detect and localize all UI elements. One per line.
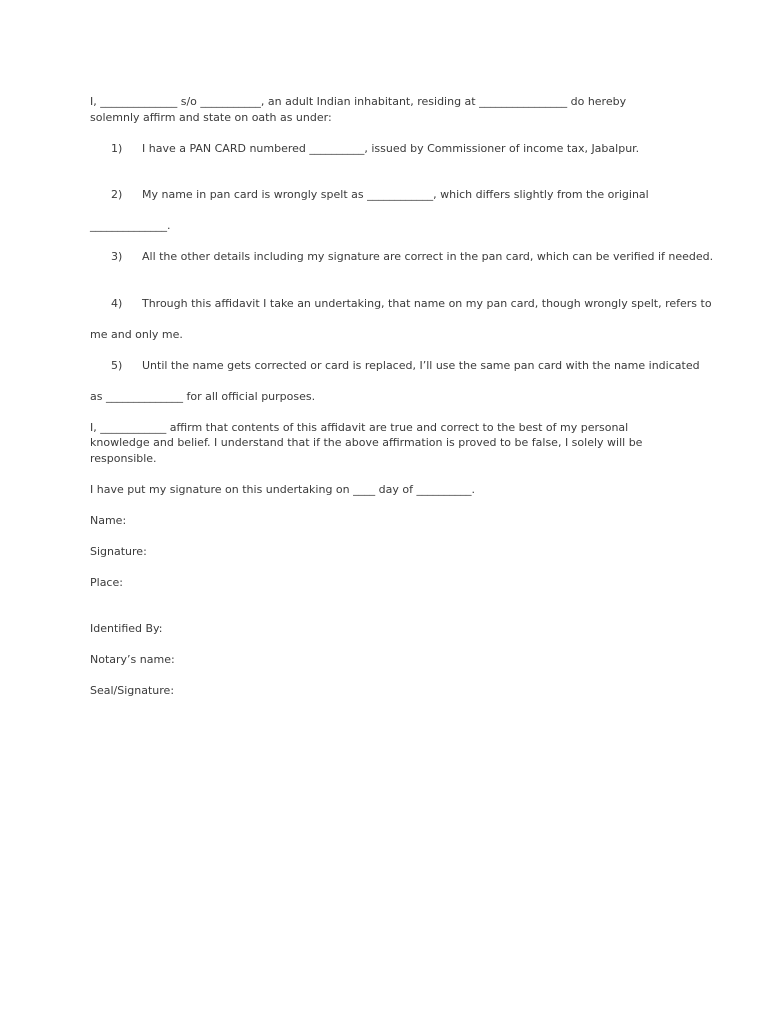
signature-statement: I have put my signature on this undertaking on ____ day of __________.: [90, 482, 475, 496]
list-item-number: 5): [110, 358, 123, 372]
list-item-text: My name in pan card is wrongly spelt as ____________, which differs slightly from the original: [141, 188, 649, 201]
list-item-continuation: ______________.: [90, 219, 171, 232]
list-item-number: 1): [110, 141, 123, 155]
list-item-text: I have a PAN CARD numbered __________, issued by Commissioner of income tax, Jabalpur.: [141, 141, 640, 155]
affidavit-document: [90, 94, 714, 714]
list-item: [90, 125, 682, 172]
seal-signature-label: Seal/Signature:: [90, 684, 175, 697]
name-field-label: Name:: [90, 513, 127, 527]
list-item: [90, 280, 712, 327]
affirmation-line-1: I, ____________ affirm that contents of this affidavit are true and correct to the best of my personal: [90, 420, 629, 434]
affirmation-line-2: knowledge and belief. I understand that if the above affirmation is proved to be false, I solely will be: [90, 436, 643, 449]
numbered-list: [90, 125, 714, 404]
list-item: [90, 234, 714, 281]
intro-paragraph: [90, 94, 682, 125]
list-item: [90, 342, 700, 389]
affirmation-line-3: responsible.: [90, 451, 157, 465]
affirmation-paragraph: [90, 420, 682, 467]
list-item-text: All the other details including my signature are correct in the pan card, which can be verified if needed.: [141, 250, 714, 263]
intro-line-2: solemnly affirm and state on oath as under:: [90, 110, 332, 124]
list-item-number: 3): [110, 250, 123, 263]
list-item: [90, 172, 682, 219]
signature-field-label: Signature:: [90, 544, 147, 558]
list-item-continuation: as ______________ for all official purposes.: [90, 389, 316, 403]
identified-by-label: Identified By:: [90, 622, 163, 635]
list-item-text: Until the name gets corrected or card is replaced, I’ll use the same pan card with the name indicated: [141, 358, 700, 372]
place-field-label: Place:: [90, 575, 123, 589]
list-item-number: 4): [110, 296, 123, 310]
list-item-continuation: me and only me.: [90, 327, 183, 341]
list-item-text: Through this affidavit I take an undertaking, that name on my pan card, though wrongly spelt, refers to: [141, 296, 712, 310]
intro-line-1: I, ______________ s/o ___________, an adult Indian inhabitant, residing at ________________ do hereby: [90, 95, 627, 108]
list-item-number: 2): [110, 188, 123, 201]
notary-name-label: Notary’s name:: [90, 653, 175, 666]
